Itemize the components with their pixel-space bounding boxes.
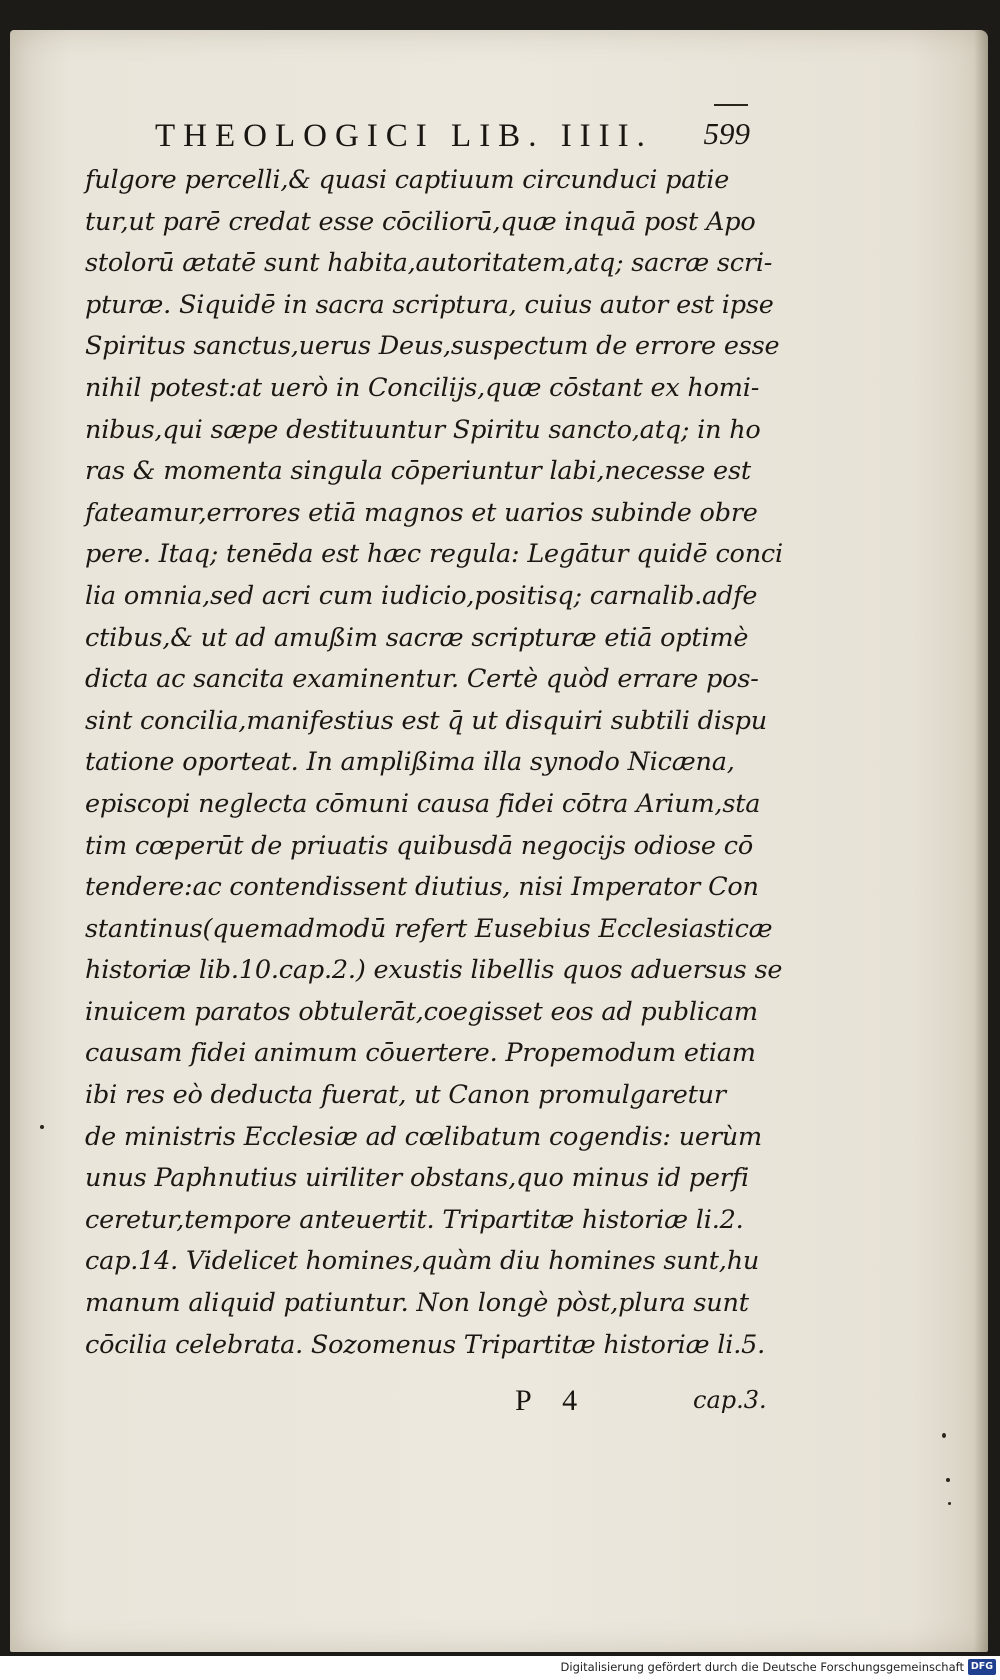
text-line: lia omnia,sed acri cum iudicio,positisq; carnalib.adfe bbox=[85, 580, 758, 611]
text-line: pere. Itaq; tenēda est hæc regula: Legātur quidē conci bbox=[85, 539, 783, 570]
dfg-logo: DFG bbox=[968, 1659, 996, 1675]
text-line: fateamur,errores etiā magnos et uarios subinde obre bbox=[85, 497, 758, 528]
folio-mark bbox=[714, 104, 748, 106]
text-line: cōcilia celebrata. Sozomenus Tripartitæ historiæ li.5. bbox=[85, 1329, 766, 1360]
text-line: ceretur,tempore anteuertit. Tripartitæ historiæ li.2. bbox=[85, 1204, 744, 1235]
text-line: stolorū ætatē sunt habita,autoritatem,atq; sacræ scri- bbox=[85, 248, 773, 279]
credit-bar bbox=[0, 1656, 1000, 1680]
text-line: fulgore percelli,& quasi captiuum circunduci patie bbox=[85, 165, 730, 195]
text-line: tatione oporteat. In amplißima illa synodo Nicæna, bbox=[85, 747, 735, 778]
ink-speck bbox=[946, 1478, 950, 1482]
text-line: tim cœperūt de priuatis quibusdā negocijs odiose cō bbox=[85, 830, 753, 861]
page-edge-shadow bbox=[974, 30, 988, 1652]
funding-credit: Digitalisierung gefördert durch die Deutsche Forschungsgemeinschaft bbox=[560, 1660, 964, 1674]
text-line: ras & momenta singula cōperiuntur labi,necesse est bbox=[85, 456, 751, 487]
text-line: tur,ut parē credat esse cōciliorū,quæ inquā post Apo bbox=[85, 206, 756, 237]
catchword: cap.3. bbox=[693, 1386, 767, 1414]
text-line: historiæ lib.10.cap.2.) exustis libellis quos aduersus se bbox=[85, 955, 783, 986]
running-title: THEOLOGICI LIB. IIII. bbox=[155, 118, 653, 154]
ink-speck bbox=[948, 1502, 951, 1505]
text-line: dicta ac sancita examinentur. Certè quòd errare pos- bbox=[85, 664, 759, 695]
text-line: unus Paphnutius uiriliter obstans,quo minus id perfi bbox=[85, 1163, 749, 1194]
text-line: ibi res eò deducta fuerat, ut Canon promulgaretur bbox=[85, 1080, 726, 1111]
text-line: pturæ. Siquidē in sacra scriptura, cuius autor est ipse bbox=[85, 289, 774, 320]
text-line: Spiritus sanctus,uerus Deus,suspectum de errore esse bbox=[85, 331, 780, 362]
body-text bbox=[85, 160, 785, 1366]
signature-mark: P 4 bbox=[515, 1384, 590, 1417]
text-line: manum aliquid patiuntur. Non longè pòst,plura sunt bbox=[85, 1288, 749, 1319]
text-line: episcopi neglecta cōmuni causa fidei cōtra Arium,sta bbox=[85, 788, 761, 819]
text-line: ctibus,& ut ad amußim sacræ scripturæ etiā optimè bbox=[85, 622, 749, 653]
text-line: inuicem paratos obtulerāt,coegisset eos ad publicam bbox=[85, 996, 758, 1027]
text-line: nibus,qui sæpe destituuntur Spiritu sancto,atq; in ho bbox=[85, 414, 761, 445]
page-footer bbox=[515, 1384, 815, 1428]
text-line: sint concilia,manifestius est q̄ ut disquiri subtili dispu bbox=[85, 705, 767, 736]
ink-speck bbox=[40, 1125, 44, 1129]
text-line: tendere:ac contendissent diutius, nisi Imperator Con bbox=[85, 872, 759, 903]
page-header bbox=[150, 110, 770, 160]
ink-speck bbox=[942, 1433, 946, 1438]
text-line: causam fidei animum cōuertere. Propemodum etiam bbox=[85, 1038, 756, 1069]
text-line: stantinus(quemadmodū refert Eusebius Ecclesiasticæ bbox=[85, 913, 773, 944]
folio-number: 599 bbox=[703, 116, 750, 151]
text-line: de ministris Ecclesiæ ad cœlibatum cogendis: uerùm bbox=[85, 1121, 763, 1152]
text-line: nihil potest:at uerò in Concilijs,quæ cōstant ex homi- bbox=[85, 372, 760, 403]
text-line: cap.14. Videlicet homines,quàm diu homines sunt,hu bbox=[85, 1246, 760, 1277]
